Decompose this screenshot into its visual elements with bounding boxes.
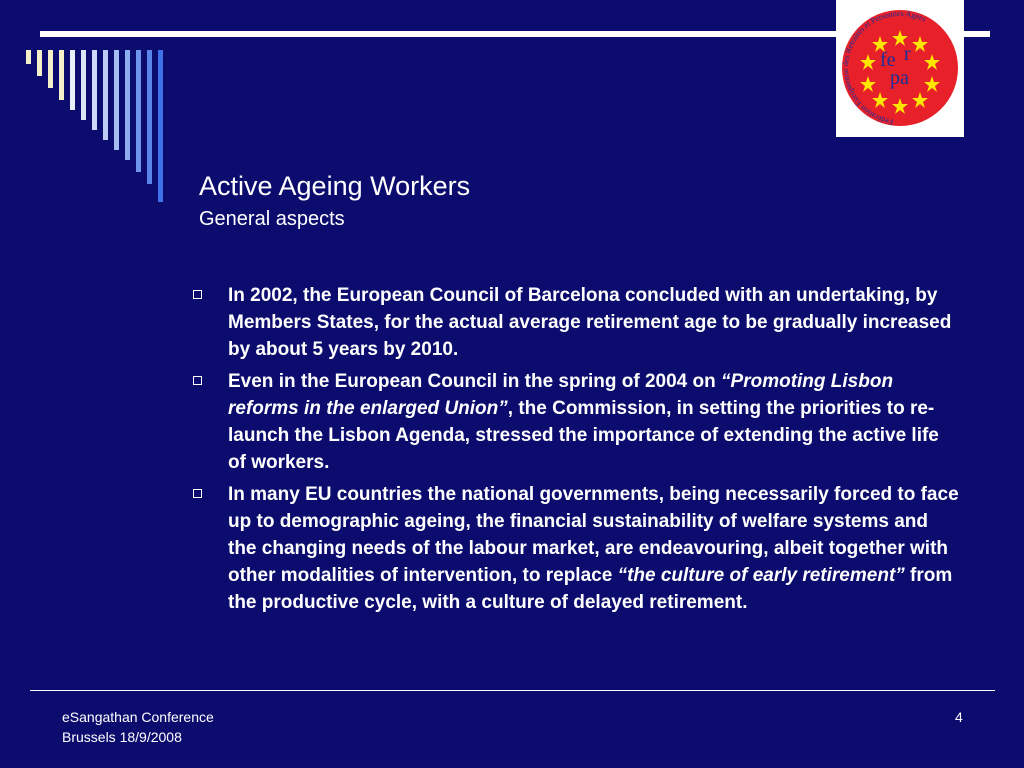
stripe bbox=[48, 50, 53, 88]
stripe bbox=[26, 50, 31, 64]
footer-info bbox=[62, 707, 214, 747]
ferpa-logo bbox=[836, 0, 964, 137]
stripe bbox=[81, 50, 86, 120]
bullet-segment: In many EU countries the national governments, being necessarily forced to face up to demographic ageing, the financial sustainability of welfare systems and the changing needs of the labour market, are endeavouring, albeit together with other modalities of intervention, to replace bbox=[228, 484, 959, 586]
slide-title: Active Ageing Workers bbox=[199, 171, 471, 201]
bullet-quote: “Promoting Lisbon reforms in the enlarged Union” bbox=[228, 371, 894, 419]
stripe bbox=[125, 50, 130, 160]
stripe bbox=[136, 50, 141, 172]
stripe bbox=[103, 50, 108, 140]
slide-number: 4 bbox=[955, 709, 963, 725]
bullet-item bbox=[190, 282, 960, 363]
bullet-text bbox=[228, 285, 951, 360]
logo-letters-fe: fe bbox=[880, 49, 896, 71]
bullet-item bbox=[190, 481, 960, 616]
stripe bbox=[59, 50, 64, 100]
footer-rule bbox=[30, 690, 995, 691]
ferpa-seal-icon bbox=[836, 0, 964, 137]
footer-location-date: Brussels 18/9/2008 bbox=[62, 729, 182, 745]
square-bullet-icon bbox=[193, 376, 202, 385]
decorative-stripes bbox=[0, 0, 200, 220]
bullet-segment: , the Commission, in setting the priorities to re-launch the Lisbon Agenda, stressed the importance of extending the active life of workers. bbox=[228, 398, 939, 473]
logo-ring-text: Fédération Européenne des Retraités et Personnes Agées bbox=[841, 8, 928, 127]
stripe bbox=[37, 50, 42, 76]
bullet-text bbox=[228, 371, 939, 473]
stripe bbox=[70, 50, 75, 110]
square-bullet-icon bbox=[193, 290, 202, 299]
bullet-segment: In 2002, the European Council of Barcelona concluded with an undertaking, by Members States, for the actual average retirement age to be gradually increased by about 5 years by 2010. bbox=[228, 285, 952, 360]
stripe bbox=[147, 50, 152, 184]
stripe bbox=[158, 50, 163, 202]
logo-letters-pa: pa bbox=[890, 67, 909, 89]
bullet-item bbox=[190, 368, 960, 476]
square-bullet-icon bbox=[193, 489, 202, 498]
bullet-list bbox=[190, 282, 960, 621]
bullet-segment: Even in the European Council in the spring of 2004 on bbox=[228, 371, 722, 392]
bullet-text bbox=[228, 484, 959, 613]
stripe bbox=[92, 50, 97, 130]
bullet-quote: “the culture of early retirement” bbox=[617, 565, 905, 586]
stripe bbox=[114, 50, 119, 150]
logo-letters-r: r bbox=[904, 43, 911, 65]
footer-conference: eSangathan Conference bbox=[62, 709, 214, 725]
bullet-segment: from the productive cycle, with a culture of delayed retirement. bbox=[228, 565, 953, 613]
slide-subtitle: General aspects bbox=[199, 208, 345, 230]
